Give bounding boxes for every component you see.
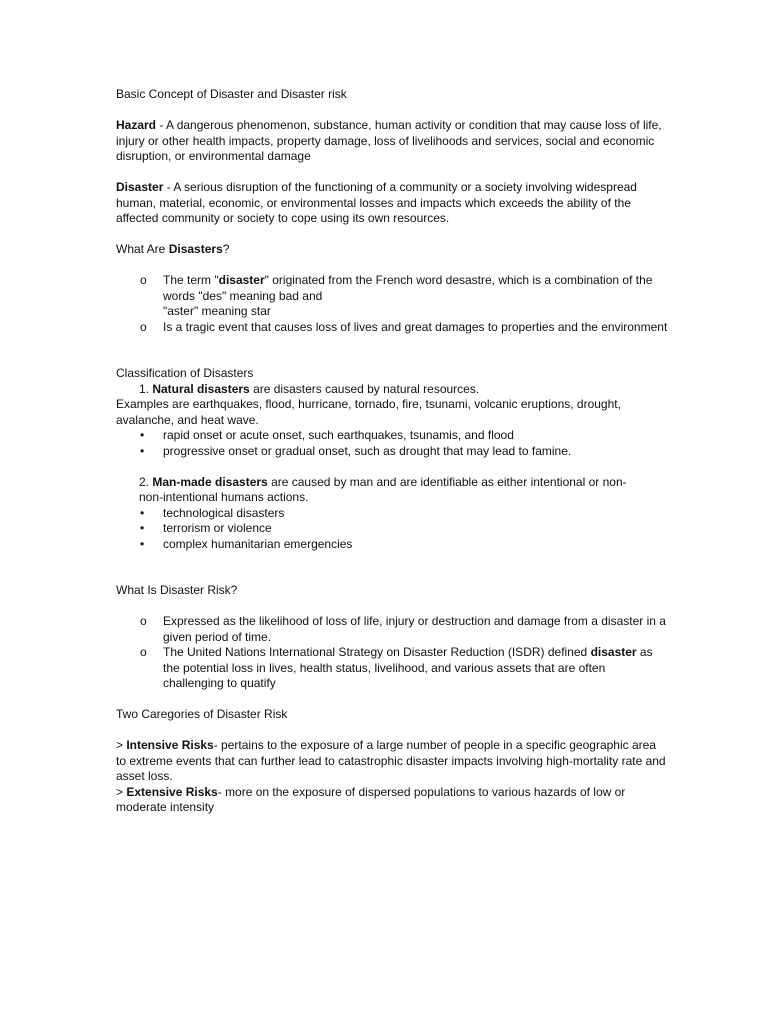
intensive-risks-paragraph: > Intensive Risks- pertains to the exposure of a large number of people in a specific geographic area to extreme events that can further lead to catastrophic disaster impacts involving high-mortality rate and asset loss. — [116, 738, 666, 783]
what-are-list — [116, 273, 668, 335]
natural-examples: Examples are earthquakes, flood, hurricane, tornado, fire, tsunami, volcanic eruptions, drought, avalanche, and heat wave. — [116, 397, 621, 427]
classification-heading: Classification of Disasters — [116, 366, 254, 380]
disaster-risk-heading: What Is Disaster Risk? — [116, 583, 238, 597]
manmade-bullets — [116, 506, 668, 553]
circle-bullet-icon: o — [140, 273, 147, 287]
circle-bullet-icon: o — [140, 614, 147, 628]
bullet-icon: • — [140, 505, 145, 520]
categories-heading: Two Caregories of Disaster Risk — [116, 707, 288, 721]
manmade-disasters-item: 2. Man-made disasters are caused by man and are identifiable as either intentional or non- — [139, 474, 627, 489]
hazard-text: - A dangerous phenomenon, substance, human activity or condition that may cause loss of life, injury or other health impacts, property damage, loss of livelihoods and services, social and economic disruption, or environmental damage — [116, 118, 662, 163]
circle-bullet-icon: o — [140, 319, 147, 334]
hazard-definition — [116, 118, 668, 165]
hazard-term: Hazard — [116, 118, 157, 132]
list-item: o The term "disaster" originated from the French word desastre, which is a combination of the words "des" meaning bad and "aster" meaning star — [140, 273, 653, 318]
list-item: o Is a tragic event that causes loss of lives and great damages to properties and the environment — [140, 319, 668, 334]
bullet-icon: • — [140, 428, 145, 442]
what-are-disasters-heading: What Are Disasters? — [116, 242, 230, 256]
page-title: Basic Concept of Disaster and Disaster risk — [116, 87, 347, 101]
disaster-risk-list — [116, 614, 668, 692]
extensive-risks-paragraph: > Extensive Risks- more on the exposure of dispersed populations to various hazards of low or moderate intensity — [116, 784, 626, 814]
list-item: o The United Nations International Strategy on Disaster Reduction (ISDR) defined disaster as the potential loss in lives, health status, livelihood, and various assets that are often challenging to quatify — [140, 645, 653, 690]
natural-bullets — [116, 428, 668, 459]
manmade-continuation: non-intentional humans actions. — [139, 490, 309, 504]
list-item: o Expressed as the likelihood of loss of life, injury or destruction and damage from a disaster in a given period of time. — [140, 614, 666, 644]
list-item: • terrorism or violence — [140, 521, 272, 535]
disaster-definition — [116, 180, 668, 227]
list-item: • rapid onset or acute onset, such earthquakes, tsunamis, and flood — [140, 428, 514, 442]
bullet-icon: • — [140, 443, 145, 458]
list-item: • progressive onset or gradual onset, such as drought that may lead to famine. — [140, 443, 572, 458]
circle-bullet-icon: o — [140, 645, 147, 659]
bullet-icon: • — [140, 536, 145, 551]
list-item: • technological disasters — [140, 505, 285, 520]
disaster-text: - A serious disruption of the functioning of a community or a society involving widespread human, material, economic, or environmental losses and impacts which exceeds the ability of the affected community or society to cope using its own resources. — [116, 180, 637, 225]
list-item: • complex humanitarian emergencies — [140, 536, 353, 551]
bullet-icon: • — [140, 521, 145, 535]
disaster-term: Disaster — [116, 180, 164, 194]
natural-disasters-item: 1. Natural disasters are disasters caused by natural resources. — [139, 381, 480, 396]
